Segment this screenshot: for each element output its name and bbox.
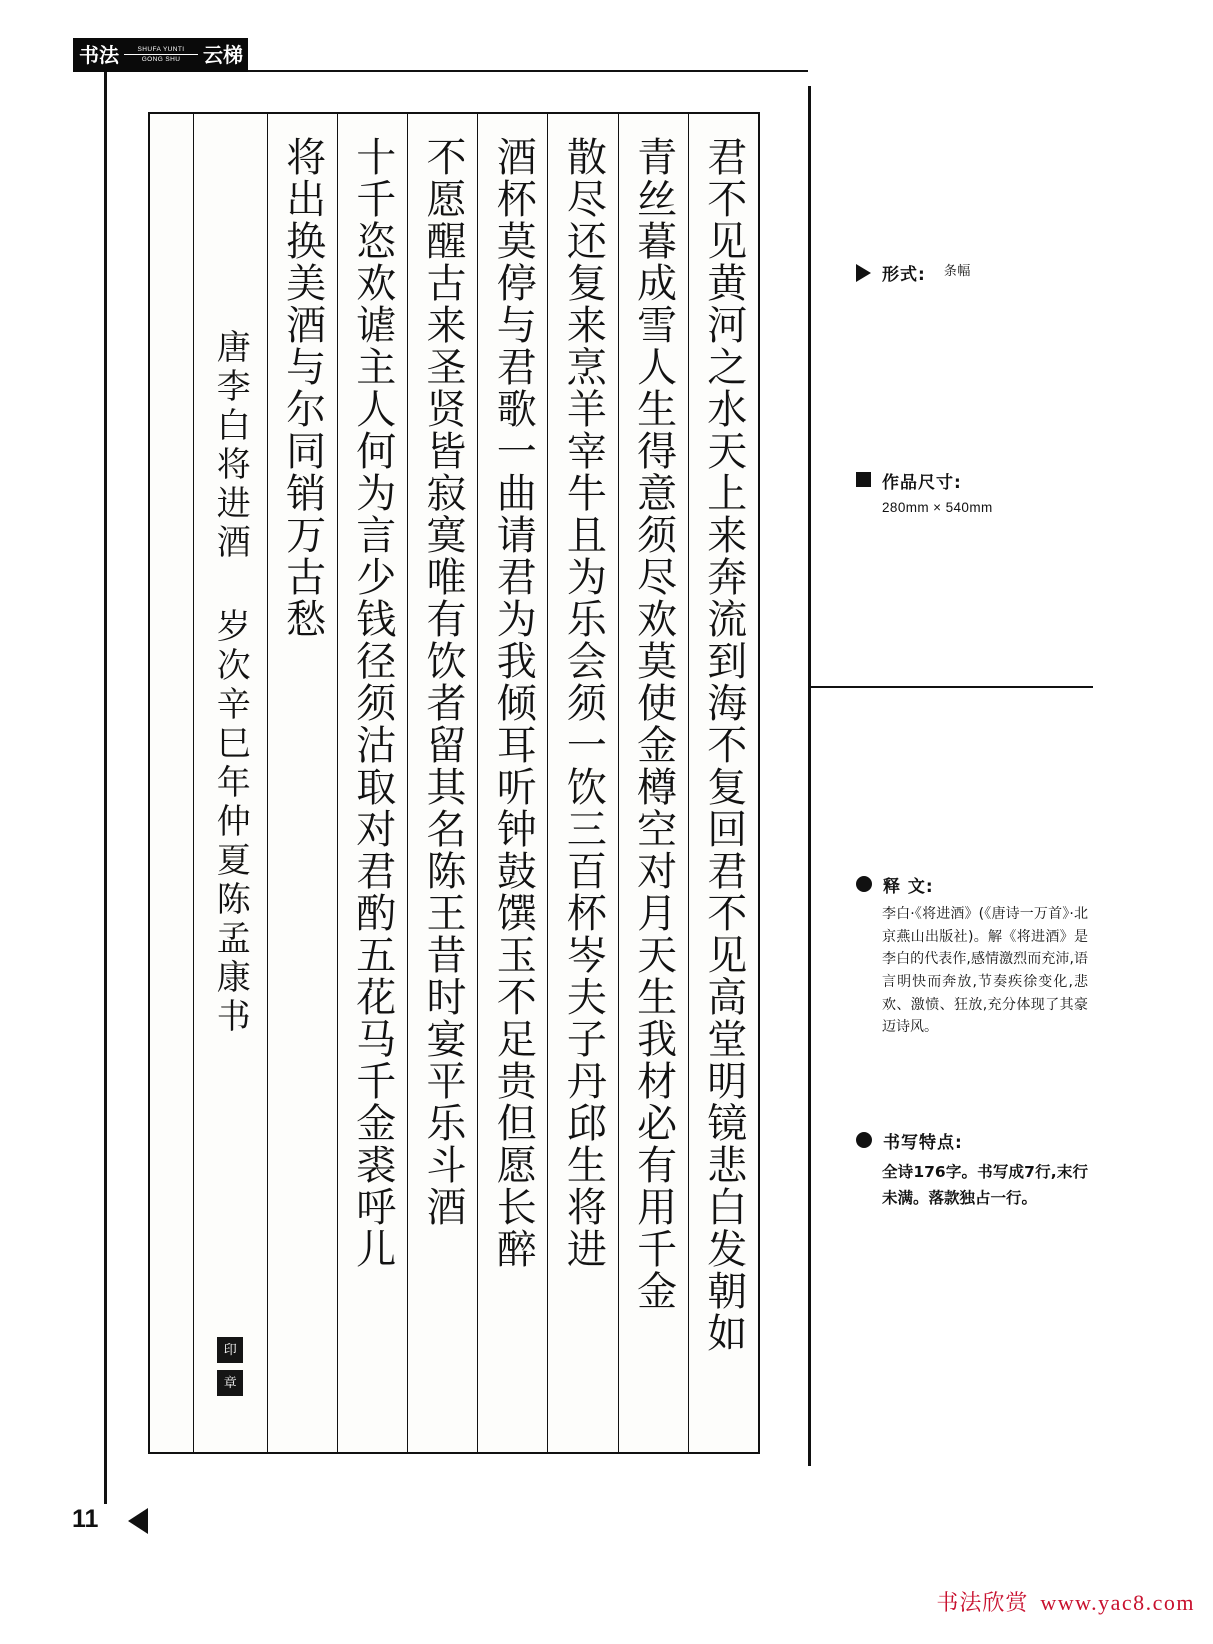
annotation-form-value: 条幅 — [943, 264, 971, 279]
seal-icon: 章 — [217, 1370, 243, 1396]
calligraphy-column — [407, 114, 477, 1452]
sidebar-vertical-rule — [808, 86, 811, 1466]
annotation-features-head — [856, 1128, 1106, 1153]
square-bullet-icon — [856, 472, 871, 487]
left-vertical-rule — [104, 72, 107, 1504]
calligraphy-column-text: 酒杯莫停与君歌一曲请君为我倾耳听钟鼓馔玉不足贵但愿长醉 — [490, 136, 537, 1270]
calligraphy-plate — [148, 112, 760, 1454]
calligraphy-column-text: 将出换美酒与尔同销万古愁 — [279, 136, 326, 640]
annotation-sidebar — [808, 86, 1108, 1466]
annotation-features-label: 书写特点: — [883, 1133, 963, 1153]
header-horizontal-rule — [248, 70, 808, 72]
sidebar-divider — [811, 686, 1093, 688]
annotation-form-head — [856, 260, 1106, 285]
calligraphy-column-text: 青丝暮成雪人生得意须尽欢莫使金樽空对月天生我材必有用千金 — [630, 136, 677, 1312]
calligraphy-column — [477, 114, 547, 1452]
signature-text: 唐李白将进酒 岁次辛巳年仲夏陈孟康书 — [210, 329, 251, 1037]
calligraphy-column — [267, 114, 337, 1452]
page-number: 11 — [72, 1505, 99, 1533]
triangle-bullet-icon — [856, 264, 871, 282]
seal-icon: 印 — [217, 1337, 243, 1363]
calligraphy-column — [337, 114, 407, 1452]
annotation-shiwen-body: 李白·《将进酒》(《唐诗一万首》·北京燕山出版社)。解《将进酒》是李白的代表作,感情激烈而充沛,语言明快而奔放,节奏疾徐变化,悲欢、激愤、狂放,充分体现了其豪迈诗风。 — [882, 906, 1088, 1036]
header-pinyin — [124, 46, 198, 64]
annotation-features-body: 全诗176字。书写成7行,末行未满。落款独占一行。 — [882, 1163, 1088, 1208]
header-pinyin-bottom: GONG SHU — [141, 55, 181, 63]
annotation-size-label: 作品尺寸: — [882, 473, 962, 493]
annotation-size-value: 280mm × 540mm — [882, 500, 993, 515]
annotation-shiwen-head — [856, 872, 1106, 897]
annotation-size-head — [856, 468, 1106, 493]
calligraphy-column — [618, 114, 688, 1452]
annotation-size — [856, 468, 1106, 515]
annotation-shiwen-label: 释 文: — [883, 877, 934, 897]
watermark-label: 书法欣赏 — [936, 1591, 1029, 1616]
calligraphy-column-text: 君不见黄河之水天上来奔流到海不复回君不见高堂明镜悲白发朝如 — [700, 136, 747, 1354]
page-header-logo — [73, 38, 248, 72]
watermark — [936, 1586, 1195, 1617]
calligraphy-column — [688, 114, 758, 1452]
calligraphy-signature-column — [193, 114, 267, 1452]
annotation-shiwen — [856, 872, 1106, 1039]
seal-group — [217, 1337, 243, 1396]
calligraphy-margin-column — [150, 114, 193, 1452]
header-title-cn2: 云梯 — [203, 43, 243, 67]
calligraphy-column-text: 散尽还复来烹羊宰牛且为乐会须一饮三百杯岑夫子丹邱生将进 — [560, 136, 607, 1270]
circle-bullet-icon — [856, 1132, 872, 1148]
annotation-features — [856, 1128, 1106, 1211]
annotation-form-label: 形式: — [882, 265, 926, 285]
annotation-form — [856, 260, 1106, 285]
calligraphy-column — [547, 114, 617, 1452]
page-marker-triangle-icon — [128, 1508, 148, 1534]
header-title-cn: 书法 — [79, 43, 119, 67]
header-pinyin-top: SHUFA YUNTI — [137, 46, 185, 54]
circle-bullet-icon — [856, 876, 872, 892]
calligraphy-column-text: 不愿醒古来圣贤皆寂寞唯有饮者留其名陈王昔时宴平乐斗酒 — [419, 136, 466, 1228]
watermark-url: www.yac8.com — [1040, 1590, 1195, 1615]
header-banner — [73, 38, 248, 72]
calligraphy-column-text: 十千恣欢谑主人何为言少钱径须沽取对君酌五花马千金裘呼儿 — [349, 136, 396, 1270]
